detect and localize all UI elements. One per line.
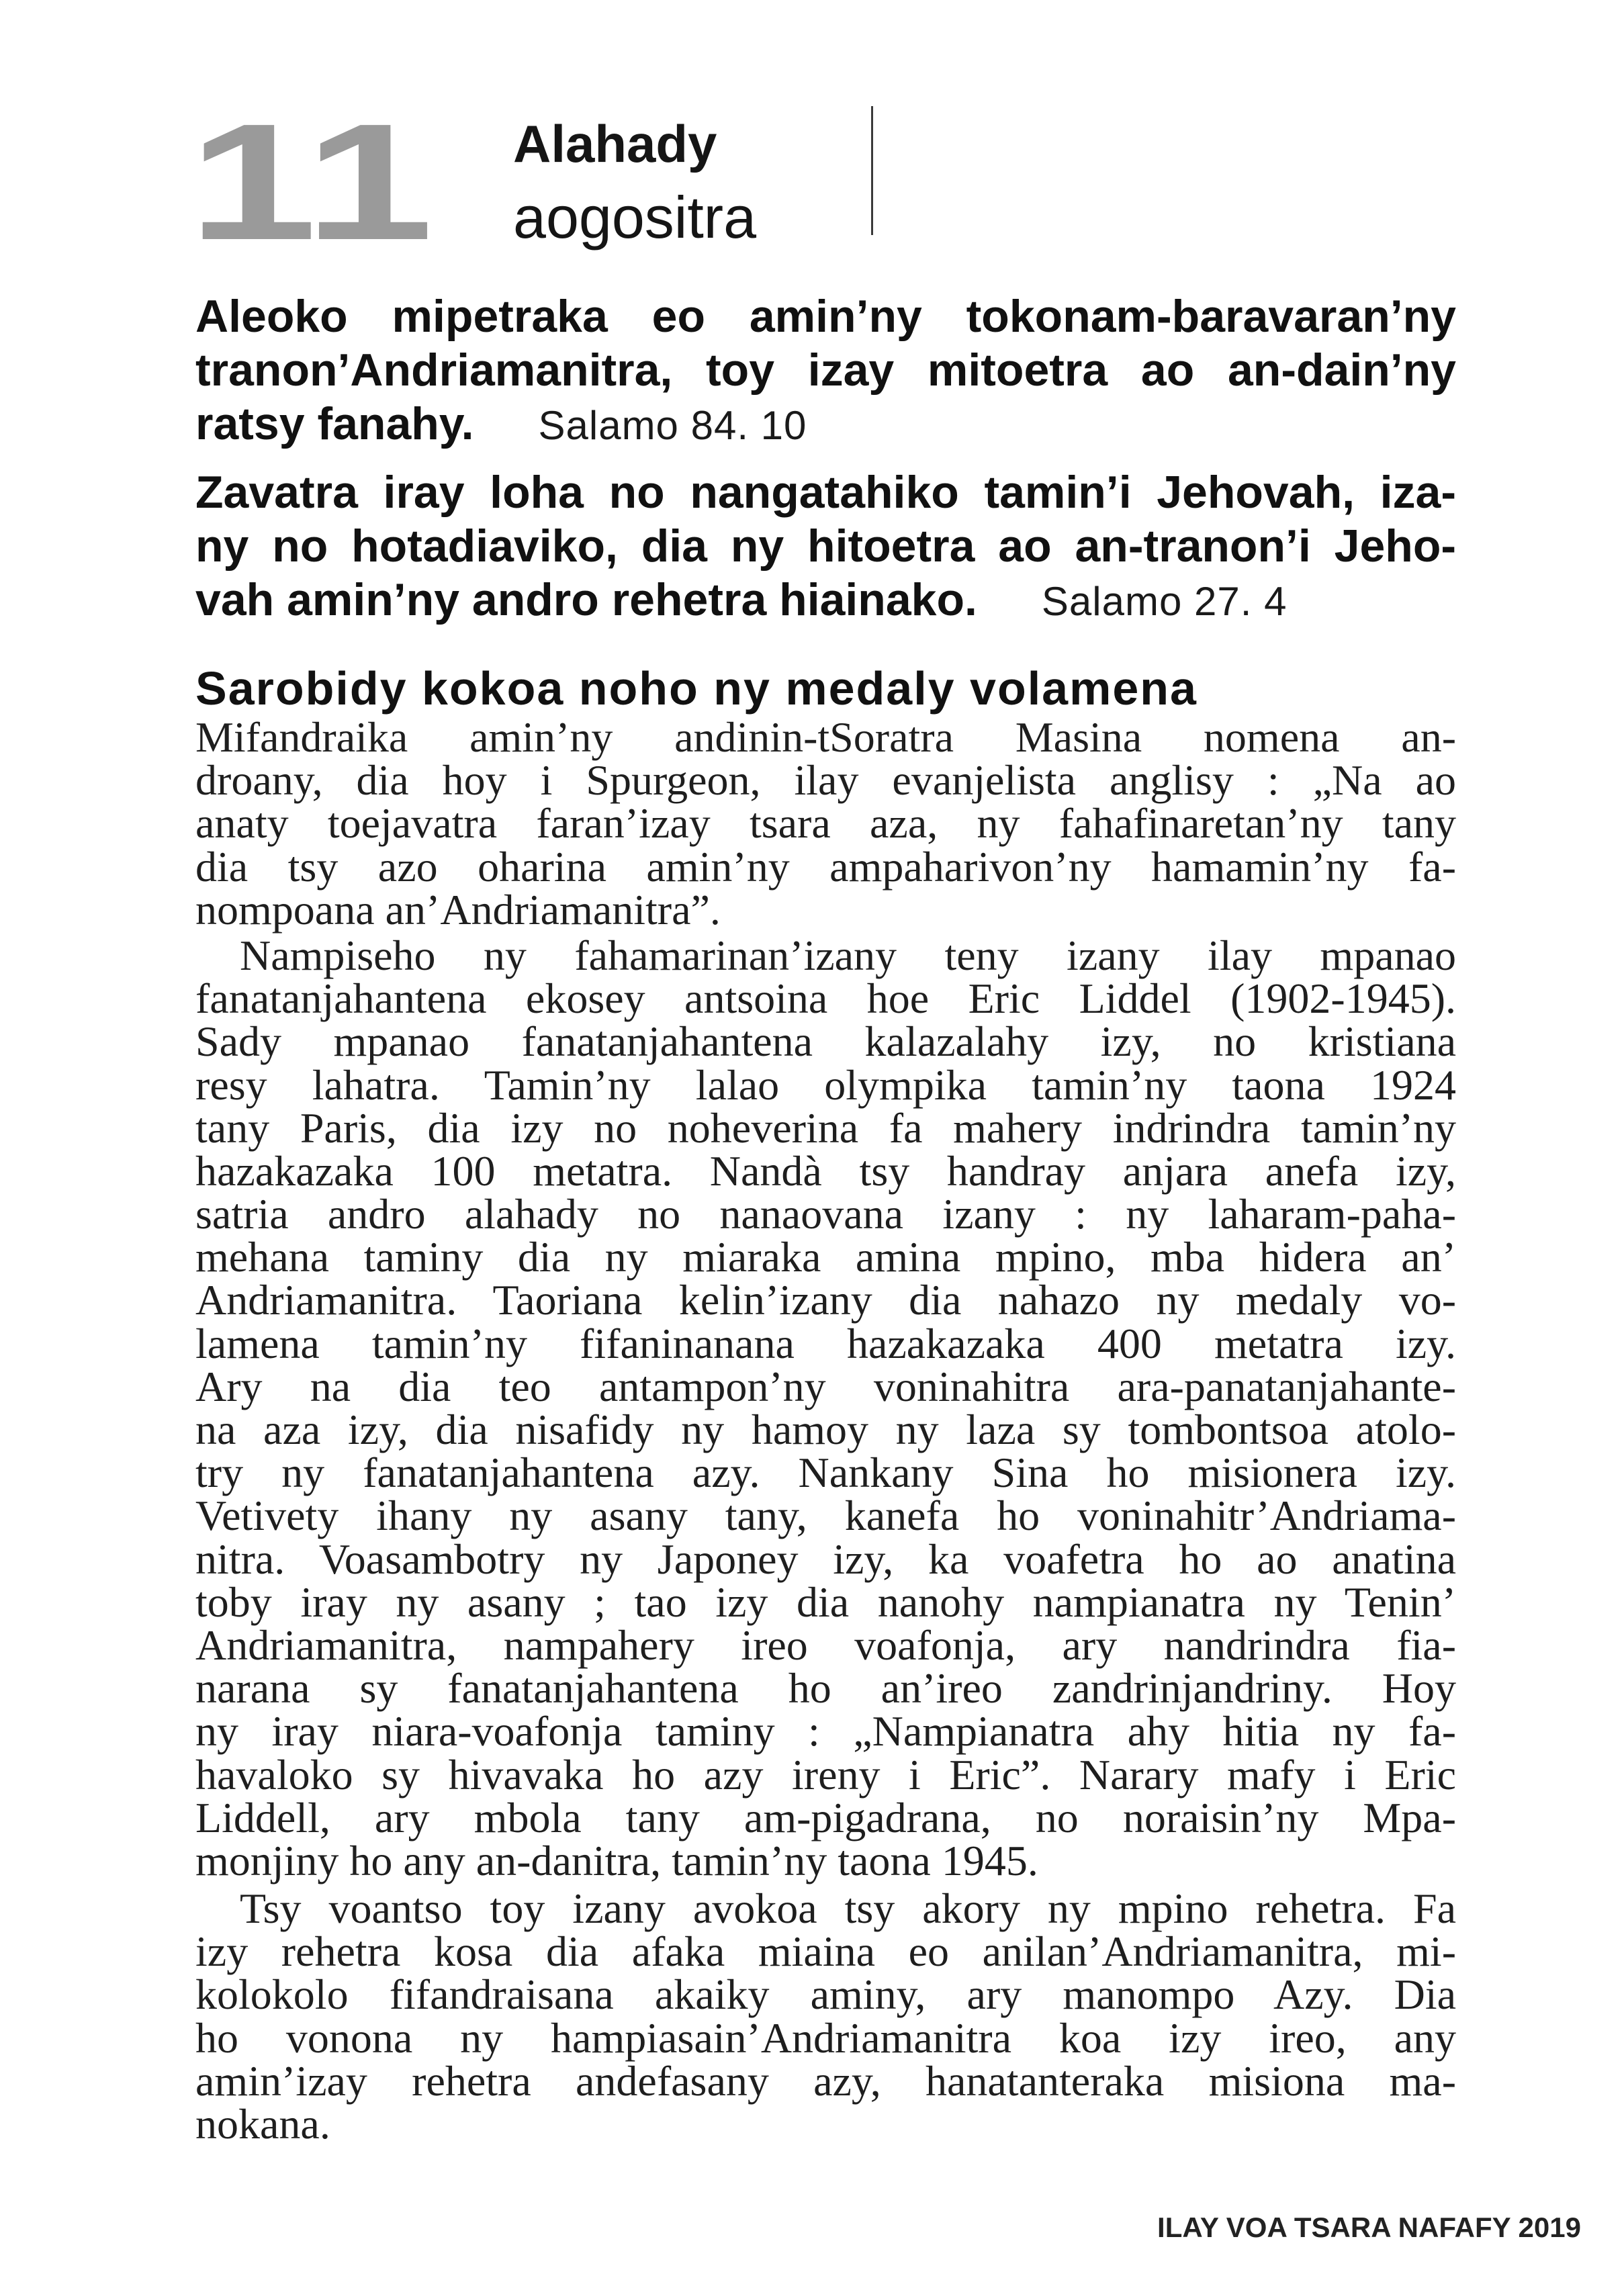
body-line: Liddell, ary mbola tany am-pigadrana, no noraisin’ny Mpa- [195, 1793, 1456, 1841]
body-line: Nampiseho ny fahamarinan’izany teny izany ilay mpanao [240, 931, 1456, 979]
verse-reference: Salamo 84. 10 [538, 403, 807, 448]
verse-line: Aleoko mipetraka eo amin’ny tokonam-baravaran’ny [195, 291, 1456, 342]
body-line: hazakazaka 100 metatra. Nandà tsy handray anjara anefa izy, [195, 1146, 1456, 1195]
body-line: Tsy voantso toy izany avokoa tsy akory ny mpino rehetra. Fa [240, 1884, 1456, 1933]
body-line: Mifandraika amin’ny andinin-tSoratra Masina nomena an- [195, 713, 1456, 761]
body-line: monjiny ho any an-danitra, tamin’ny taona 1945. [195, 1836, 1038, 1884]
verse-line: ny no hotadiaviko, dia ny hitoetra ao an-tranon’i Jeho- [195, 520, 1456, 572]
body-line: kolokolo fifandraisana akaiky aminy, ary manompo Azy. Dia [195, 1970, 1456, 2019]
body-line: fanatanjahantena ekosey antsoina hoe Eric Liddel (1902-1945). [195, 974, 1456, 1023]
day-number: 11 [188, 89, 434, 275]
footer-book-title: ILAY VOA TSARA NAFAFY 2019 [1157, 2212, 1581, 2243]
body-line: izy rehetra kosa dia afaka miaina eo anilan’Andriamanitra, mi- [195, 1927, 1456, 1976]
body-line: tany Paris, dia izy no noheverina fa mahery indrindra tamin’ny [195, 1103, 1456, 1152]
body-line: toby iray ny asany ; tao izy dia nanohy nampianatra ny Tenin’ [195, 1578, 1456, 1626]
verse-line: ratsy fanahy. [195, 398, 474, 449]
article-paragraph [195, 1884, 1456, 2148]
body-line: ny iray niara-voafonja taminy : „Nampianatra ahy hitia ny fa- [195, 1707, 1456, 1756]
body-line: anaty toejavatra faran’izay tsara aza, ny fahafinaretan’ny tany [195, 799, 1456, 848]
weekday-label: Alahady [513, 114, 717, 173]
body-line: nitra. Voasambotry ny Japoney izy, ka voafetra ho ao anatina [195, 1535, 1456, 1583]
body-line: try ny fanatanjahantena azy. Nankany Sina ho misionera izy. [195, 1449, 1456, 1497]
header-divider [871, 106, 873, 235]
body-line: droany, dia hoy i Spurgeon, ilay evanjelista anglisy : „Na ao [195, 756, 1456, 805]
verse-line: tranon’Andriamanitra, toy izay mitoetra ao an-dain’ny [195, 345, 1456, 396]
body-line: nompoana an’Andriamanitra”. [195, 885, 721, 934]
article-paragraph [195, 931, 1456, 1884]
body-line: dia tsy azo oharina amin’ny ampaharivon’ny hamamin’ny fa- [195, 842, 1456, 891]
month-label: aogositra [513, 184, 757, 251]
body-line: Sady mpanao fanatanjahantena kalazalahy izy, no kristiana [195, 1017, 1456, 1066]
body-line: havaloko sy hivavaka ho azy ireny i Eric”. Narary mafy i Eric [195, 1750, 1456, 1799]
body-line: nokana. [195, 2100, 330, 2148]
body-line: na aza izy, dia nisafidy ny hamoy ny laza sy tombontsoa atolo- [195, 1406, 1456, 1453]
verse-last-line [195, 397, 1456, 451]
article-title: Sarobidy kokoa noho ny medaly volamena [195, 662, 1198, 715]
verse-block [195, 289, 1456, 451]
body-line: Vetivety ihany ny asany tany, kanefa ho voninahitr’Andriama- [195, 1492, 1456, 1540]
article-body [195, 713, 1456, 2148]
body-line: resy lahatra. Tamin’ny lalao olympika tamin’ny taona 1924 [195, 1060, 1456, 1109]
verse-last-line [195, 573, 1456, 627]
body-line: narana sy fanatanjahantena ho an’ireo zandrinjandriny. Hoy [195, 1664, 1456, 1713]
body-line: ho vonona ny hampiasain’Andriamanitra koa izy ireo, any [195, 2013, 1456, 2062]
body-line: lamena tamin’ny fifaninanana hazakazaka 400 metatra izy. [195, 1319, 1456, 1367]
body-line: mehana taminy dia ny miaraka amina mpino, mba hidera an’ [195, 1233, 1456, 1281]
verse-reference: Salamo 27. 4 [1041, 579, 1288, 624]
body-line: Andriamanitra. Taoriana kelin’izany dia nahazo ny medaly vo- [195, 1276, 1456, 1324]
verse-line: Zavatra iray loha no nangatahiko tamin’i Jehovah, iza- [195, 467, 1456, 518]
body-line: Andriamanitra, nampahery ireo voafonja, ary nandrindra fia- [195, 1621, 1456, 1669]
body-line: satria andro alahady no nanaovana izany : ny laharam-paha- [195, 1190, 1456, 1238]
body-line: amin’izay rehetra andefasany azy, hanatanteraka misiona ma- [195, 2056, 1456, 2105]
verse-line: vah amin’ny andro rehetra hiainako. [195, 574, 977, 625]
verse-block [195, 465, 1456, 627]
body-line: Ary na dia teo antampon’ny voninahitra ara-panatanjahante- [195, 1362, 1456, 1410]
article-paragraph [195, 713, 1456, 934]
